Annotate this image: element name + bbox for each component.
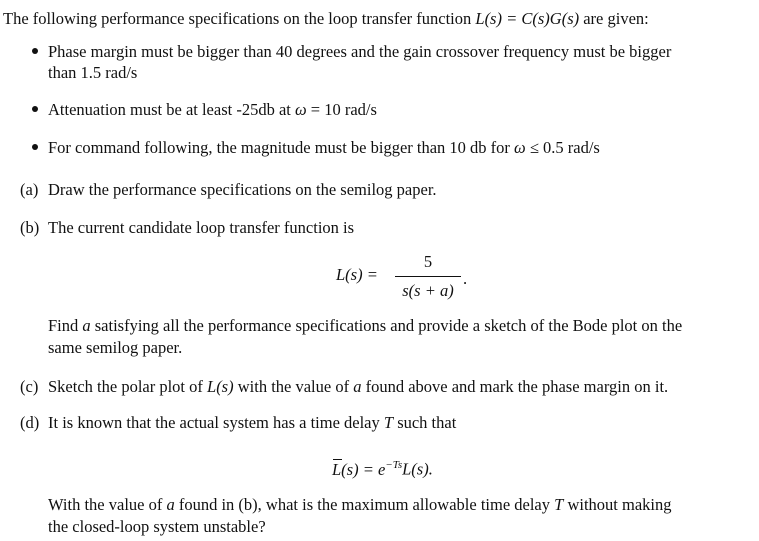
text: With the value of (48, 495, 167, 514)
overbar (333, 459, 342, 460)
math: T (383, 413, 394, 432)
text: ≤ 0.5 rad/s (525, 138, 600, 157)
text: L(s). (402, 459, 433, 479)
text: For command following, the magnitude must be bigger than 10 db for (48, 138, 515, 157)
part-d-text (48, 412, 456, 433)
part-b-followup-line1 (48, 315, 682, 336)
intro-suffix: are given: (579, 9, 649, 28)
math: a (353, 377, 362, 396)
bullet-icon (32, 144, 38, 150)
text: satisfying all the performance specifications and provide a sketch of the Bode plot on the (90, 316, 683, 335)
part-a-text: Draw the performance specifications on the semilog paper. (48, 180, 437, 199)
part-c-text (48, 376, 668, 397)
fraction-denominator: s(s + a) (402, 281, 454, 300)
text: = 10 rad/s (306, 100, 377, 119)
math: a (166, 495, 175, 514)
exponent: −Ts (385, 459, 403, 471)
equation-period: . (463, 269, 468, 288)
math: ω (514, 138, 526, 157)
equation-lhs (332, 459, 385, 480)
text: L(s) = e (332, 459, 386, 479)
text: It is known that the actual system has a time delay (48, 413, 384, 432)
part-b-text: The current candidate loop transfer function is (48, 218, 355, 237)
math: ω (294, 100, 307, 119)
intro-prefix: The following performance specifications on the loop transfer function (3, 9, 476, 28)
text: Sketch the polar plot of (48, 377, 208, 396)
math: T (554, 495, 564, 514)
part-c-label: (c) (20, 377, 39, 396)
delay-equation (332, 455, 433, 480)
fraction-bar (395, 276, 461, 277)
bullet-icon (32, 106, 38, 112)
text: found above and mark the phase margin on it. (361, 377, 669, 396)
text: without making (563, 495, 672, 514)
text: with the value of (233, 377, 354, 396)
part-b-label: (b) (20, 218, 40, 237)
part-d-question-line1 (48, 494, 672, 515)
text: found in (b), what is the maximum allowable time delay (174, 495, 555, 514)
intro-text (3, 8, 649, 29)
equation-lhs: L(s) = (336, 265, 378, 284)
part-d-label: (d) (20, 413, 40, 432)
math: L(s) (207, 377, 234, 396)
text: Find (48, 316, 83, 335)
part-b-followup-line2: same semilog paper. (48, 338, 183, 357)
part-a-label: (a) (20, 180, 39, 199)
text: Attenuation must be at least -25db at (48, 100, 295, 119)
math: a (82, 316, 91, 335)
bullet-command-following (48, 137, 600, 158)
fraction-numerator: 5 (423, 252, 433, 271)
bullet-icon (32, 48, 38, 54)
bullet-attenuation (48, 99, 377, 120)
bullet-phase-margin-line2: than 1.5 rad/s (48, 63, 138, 82)
intro-math: L(s) = C(s)G(s) (475, 9, 580, 28)
bullet-phase-margin-line1: Phase margin must be bigger than 40 degrees and the gain crossover frequency must be bigger (48, 42, 672, 61)
text: such that (393, 413, 457, 432)
part-d-question-line2: the closed-loop system unstable? (48, 517, 266, 536)
